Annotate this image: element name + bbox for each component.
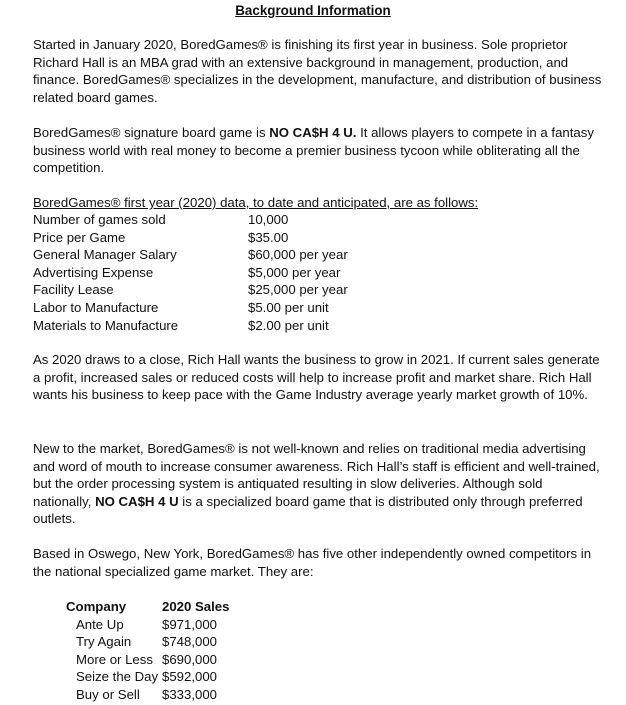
competitors-table: [66, 598, 286, 704]
data-value: 10,000: [248, 212, 289, 227]
data-label: Materials to Manufacture: [33, 317, 179, 333]
company-name: Try Again: [76, 634, 132, 650]
data-label: Advertising Expense: [33, 264, 154, 280]
company-sales: $592,000: [162, 669, 218, 685]
data-label: Number of games sold: [33, 212, 166, 227]
data-label: Facility Lease: [33, 282, 114, 298]
competitor-row: [66, 616, 286, 634]
text-segment: is a specialized board game that is distributed only through preferred outlets.: [33, 493, 583, 527]
data-row: [33, 229, 433, 247]
company-sales: $971,000: [162, 616, 218, 632]
company-sales: $333,000: [162, 686, 218, 702]
competitor-row: [66, 651, 286, 669]
first-year-data-table: [33, 211, 433, 334]
data-heading: BoredGames® first year (2020) data, to date and anticipated, are as follows:: [33, 195, 479, 210]
data-value: $2.00 per unit: [248, 317, 329, 333]
data-label: Labor to Manufacture: [33, 299, 159, 315]
company-sales: $690,000: [162, 651, 218, 667]
competitor-row: [66, 633, 286, 651]
sales-column-header: 2020 Sales: [162, 599, 230, 614]
signature-game-paragraph: [33, 124, 603, 177]
page-title: Background Information: [235, 3, 391, 18]
market-paragraph: [33, 440, 603, 528]
competitor-row: [66, 668, 286, 686]
competitors-header: [66, 598, 286, 616]
data-value: $5.00 per unit: [248, 299, 329, 315]
data-value: $35.00: [248, 229, 289, 245]
data-row: [33, 246, 433, 264]
company-sales: $748,000: [162, 634, 218, 650]
data-row: [33, 264, 433, 282]
competitors-paragraph: Based in Oswego, New York, BoredGames® has five other independently owned competitors in the national specialized game market. They are:: [33, 546, 592, 579]
data-row: [33, 317, 433, 335]
data-label: Price per Game: [33, 229, 126, 245]
intro-paragraph: Started in January 2020, BoredGames® is finishing its first year in business. Sole proprietor Richard Hall is an MBA grad with an extensive background in management, production, and finance. BoredGames® specializes in the development, manufacture, and distribution of business related board games.: [33, 37, 602, 105]
company-name: Buy or Sell: [76, 686, 140, 702]
data-value: $25,000 per year: [248, 282, 348, 298]
text-segment: New to the market, BoredGames® is not well-known and relies on traditional media advertising and word of mouth to increase consumer awareness. Rich Hall’s staff is efficient and well-trained, but the order processing system is antiquated resulting in slow deliveries. Although sold nationally,: [33, 441, 600, 509]
game-name-bold: NO CA$H 4 U: [95, 493, 179, 509]
game-name-bold: NO CA$H 4 U.: [269, 125, 357, 140]
data-value: $60,000 per year: [248, 247, 348, 263]
data-value: $5,000 per year: [248, 264, 341, 280]
data-row: [33, 281, 433, 299]
text-segment: It allows players to compete in a fantasy business world with real money to become a premier business tycoon while obliterating all the competition.: [33, 125, 594, 176]
competitor-row: [66, 686, 286, 704]
company-column-header: Company: [66, 599, 127, 614]
text-segment: BoredGames® signature board game is: [33, 125, 270, 140]
data-row: [33, 211, 433, 229]
data-row: [33, 299, 433, 317]
growth-paragraph: As 2020 draws to a close, Rich Hall wants the business to grow in 2021. If current sales generate a profit, increased sales or reduced costs will help to increase profit and market share. Rich Hall wants his business to keep pace with the Game Industry average yearly market growth of 10%.: [33, 352, 600, 403]
company-name: Ante Up: [76, 616, 124, 632]
company-name: Seize the Day: [76, 669, 159, 685]
data-label: General Manager Salary: [33, 247, 177, 263]
company-name: More or Less: [76, 651, 153, 667]
